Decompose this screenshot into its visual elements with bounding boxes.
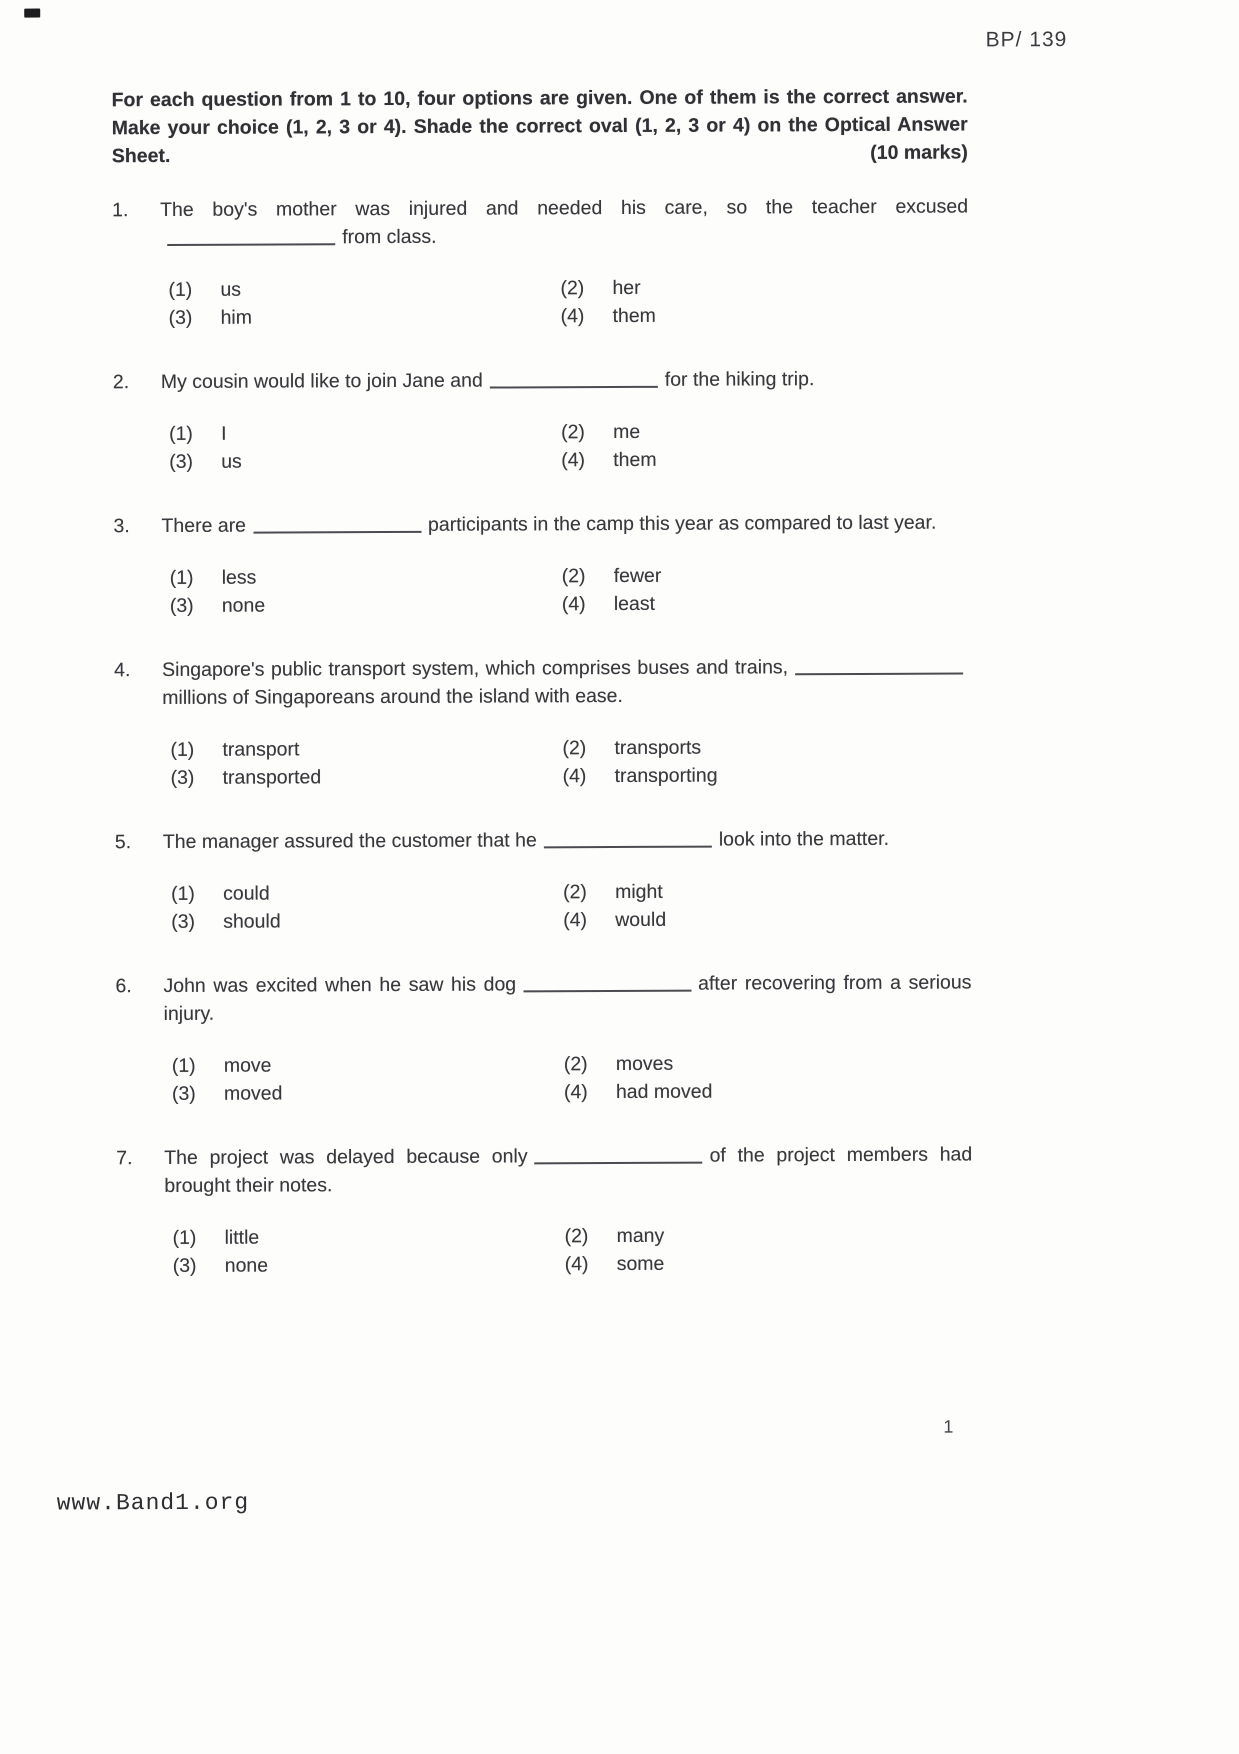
option-label: them bbox=[613, 448, 657, 472]
question-text-before: The boy's mother was injured and needed his care, so the teacher excused bbox=[160, 195, 969, 221]
question-number: 5. bbox=[114, 831, 132, 854]
option-number: (4) bbox=[560, 305, 585, 328]
option-item bbox=[563, 876, 971, 906]
option-label: him bbox=[220, 306, 253, 329]
blank-line bbox=[523, 976, 691, 993]
option-label: I bbox=[221, 422, 227, 445]
option-item bbox=[171, 906, 563, 936]
question-body bbox=[161, 508, 969, 620]
blank-line bbox=[167, 229, 335, 246]
option-item bbox=[171, 878, 563, 908]
option-label: many bbox=[616, 1224, 665, 1248]
instructions-text: For each question from 1 to 10, four options are given. One of them is the correct answer. Make your choice (1, 2, 3 or 4). Shade the correct oval (1, 2, 3 or 4) on the Optical Answer Sheet. bbox=[111, 85, 968, 168]
page-content bbox=[112, 82, 973, 1280]
option-item bbox=[173, 1250, 565, 1280]
question-item bbox=[116, 1140, 973, 1280]
option-label: them bbox=[612, 304, 656, 328]
option-label: us bbox=[221, 450, 242, 473]
blank-line bbox=[535, 1148, 703, 1165]
question-text bbox=[160, 192, 968, 252]
option-number: (2) bbox=[563, 881, 587, 904]
question-number: 7. bbox=[116, 1147, 133, 1170]
option-item bbox=[169, 446, 561, 476]
option-label: moved bbox=[223, 1082, 283, 1105]
option-item bbox=[561, 416, 969, 446]
option-label: least bbox=[613, 592, 656, 616]
question-body bbox=[161, 364, 969, 476]
footer-url: www.Band1.org bbox=[56, 1489, 250, 1517]
option-item bbox=[562, 560, 970, 590]
option-item bbox=[564, 1048, 972, 1078]
options-grid bbox=[173, 1220, 973, 1279]
question-item bbox=[114, 652, 971, 792]
option-number: (2) bbox=[561, 565, 586, 588]
option-item bbox=[565, 1220, 973, 1250]
blank-line bbox=[253, 517, 421, 534]
blank-line bbox=[795, 658, 963, 675]
question-item bbox=[112, 192, 969, 332]
question-body bbox=[162, 652, 971, 792]
option-number: (2) bbox=[561, 421, 585, 444]
option-number: (1) bbox=[169, 422, 193, 445]
question-text-after: look into the matter. bbox=[718, 827, 890, 851]
option-label: should bbox=[223, 910, 281, 933]
option-item bbox=[172, 1078, 564, 1108]
option-number: (1) bbox=[171, 1054, 196, 1077]
option-number: (2) bbox=[563, 1053, 588, 1076]
options-grid bbox=[170, 560, 970, 619]
question-text-after: for the hiking trip. bbox=[664, 368, 815, 391]
question-text-before: The manager assured the customer that he bbox=[162, 829, 537, 853]
question-number: 3. bbox=[113, 515, 130, 538]
option-number: (3) bbox=[171, 1082, 196, 1105]
option-number: (4) bbox=[561, 449, 586, 472]
options-grid bbox=[171, 876, 971, 935]
question-number: 4. bbox=[114, 659, 131, 682]
question-item bbox=[115, 968, 972, 1108]
question-body bbox=[163, 968, 972, 1108]
option-label: moves bbox=[615, 1052, 674, 1076]
question-text-before: Singapore's public transport system, which comprises buses and trains, bbox=[162, 656, 789, 681]
question-text bbox=[163, 968, 971, 1028]
option-label: had moved bbox=[615, 1080, 713, 1104]
question-text-before: There are bbox=[161, 514, 247, 537]
option-number: (4) bbox=[563, 1081, 588, 1104]
option-label: transported bbox=[222, 766, 322, 789]
option-label: could bbox=[223, 882, 270, 905]
option-item bbox=[170, 734, 562, 764]
option-label: some bbox=[616, 1252, 665, 1276]
question-body bbox=[164, 1140, 973, 1280]
question-text-after: from class. bbox=[342, 225, 437, 249]
options-grid bbox=[168, 272, 968, 331]
page-number: 1 bbox=[943, 1416, 954, 1437]
question-text-after: millions of Singaporeans around the island with ease. bbox=[162, 684, 623, 709]
option-label: transport bbox=[222, 738, 300, 761]
option-number: (3) bbox=[170, 766, 195, 789]
question-text bbox=[162, 652, 970, 712]
option-label: fewer bbox=[613, 564, 662, 588]
option-item bbox=[170, 590, 562, 620]
option-number: (3) bbox=[171, 910, 196, 933]
option-item bbox=[565, 1248, 973, 1278]
option-label: transports bbox=[614, 736, 702, 760]
option-item bbox=[171, 762, 563, 792]
blank-line bbox=[490, 372, 658, 389]
question-text bbox=[163, 824, 971, 856]
option-label: none bbox=[221, 594, 266, 617]
question-body bbox=[160, 192, 969, 332]
option-item bbox=[564, 1076, 972, 1106]
question-number: 2. bbox=[112, 371, 130, 394]
question-body bbox=[163, 824, 971, 936]
option-item bbox=[168, 274, 560, 304]
option-item bbox=[562, 732, 970, 762]
options-grid bbox=[169, 416, 969, 475]
question-number: 1. bbox=[112, 199, 129, 222]
question-text bbox=[164, 1140, 972, 1200]
options-grid bbox=[170, 732, 970, 791]
option-label: move bbox=[223, 1054, 272, 1077]
option-item bbox=[170, 562, 562, 592]
option-number: (1) bbox=[169, 566, 194, 589]
option-number: (1) bbox=[168, 278, 193, 301]
option-item bbox=[560, 300, 968, 330]
option-number: (3) bbox=[169, 594, 194, 617]
option-number: (2) bbox=[564, 1225, 589, 1248]
option-item bbox=[560, 272, 968, 302]
option-number: (4) bbox=[563, 909, 588, 932]
question-number: 6. bbox=[115, 975, 132, 998]
question-text-before: The project was delayed because only bbox=[164, 1145, 528, 1169]
option-item bbox=[173, 1222, 565, 1252]
option-label: would bbox=[615, 908, 667, 932]
option-item bbox=[168, 302, 560, 332]
question-text-before: My cousin would like to join Jane and bbox=[160, 369, 483, 393]
scan-artifact bbox=[24, 9, 40, 18]
option-item bbox=[561, 444, 969, 474]
option-item bbox=[169, 418, 561, 448]
option-number: (2) bbox=[560, 277, 585, 300]
question-text bbox=[161, 508, 969, 540]
option-number: (3) bbox=[172, 1254, 197, 1277]
option-item bbox=[172, 1050, 564, 1080]
blank-line bbox=[544, 832, 712, 849]
option-label: might bbox=[615, 880, 663, 904]
option-label: transporting bbox=[614, 764, 718, 788]
option-label: her bbox=[612, 276, 641, 300]
question-text-before: John was excited when he saw his dog bbox=[163, 973, 517, 997]
option-item bbox=[563, 904, 971, 934]
paper-reference-code: BP/ 139 bbox=[985, 28, 1068, 52]
option-label: little bbox=[224, 1226, 260, 1249]
option-number: (3) bbox=[168, 306, 193, 329]
option-number: (4) bbox=[562, 765, 587, 788]
option-label: me bbox=[613, 420, 641, 444]
question-text-after: of the project members had brought their notes. bbox=[164, 1143, 973, 1197]
question-text-after: participants in the camp this year as compared to last year. bbox=[427, 511, 937, 536]
option-number: (4) bbox=[564, 1253, 589, 1276]
option-number: (4) bbox=[561, 593, 586, 616]
option-number: (1) bbox=[170, 738, 195, 761]
question-text bbox=[161, 364, 969, 396]
option-label: us bbox=[220, 278, 242, 301]
option-item bbox=[562, 588, 970, 618]
option-label: less bbox=[221, 566, 257, 589]
question-item bbox=[115, 824, 971, 936]
question-text-after: after recovering from a serious injury. bbox=[163, 971, 972, 1025]
question-item bbox=[113, 364, 969, 476]
question-item bbox=[113, 508, 969, 620]
option-label: none bbox=[224, 1254, 269, 1277]
option-item bbox=[562, 760, 970, 790]
option-number: (3) bbox=[169, 450, 194, 473]
option-number: (1) bbox=[171, 882, 195, 905]
marks-label: (10 marks) bbox=[870, 141, 968, 164]
option-number: (1) bbox=[172, 1226, 197, 1249]
options-grid bbox=[172, 1048, 972, 1107]
option-number: (2) bbox=[562, 737, 587, 760]
